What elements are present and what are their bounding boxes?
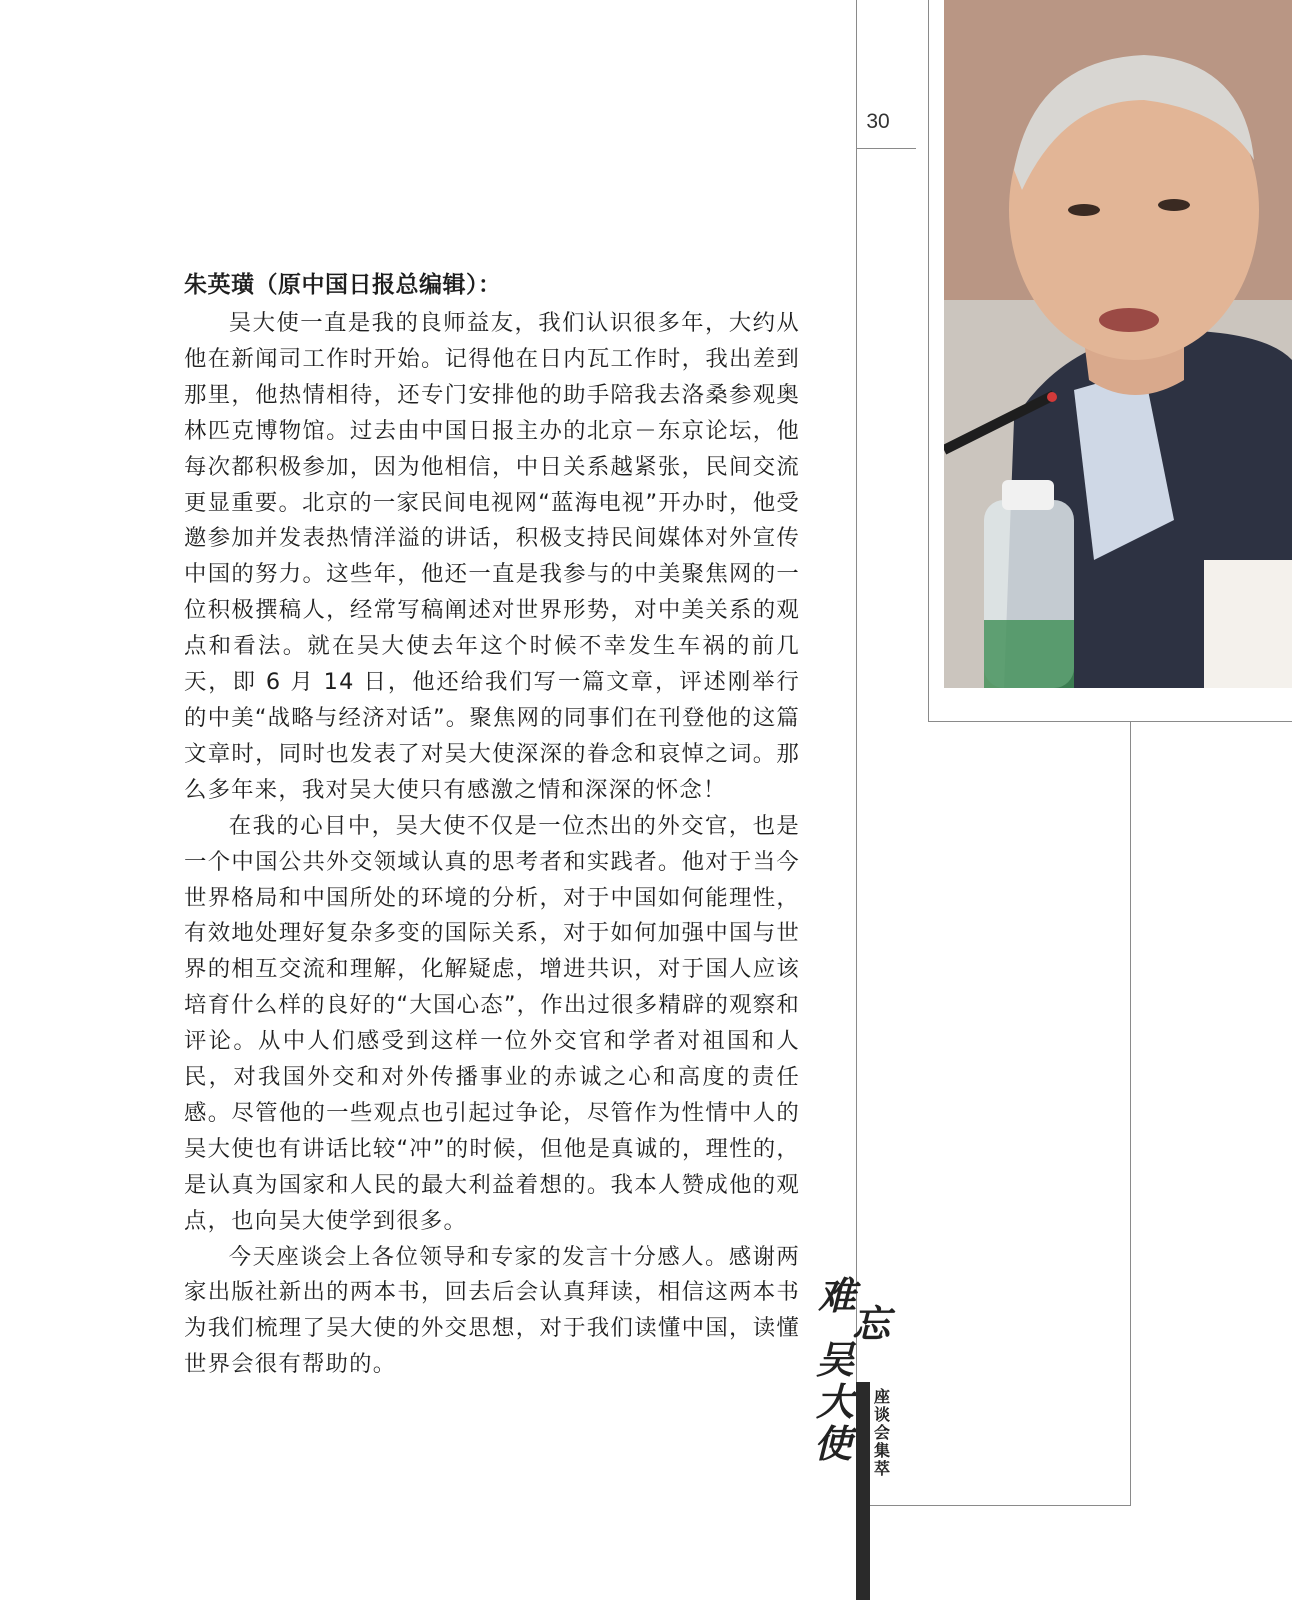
person-speaking-illustration	[944, 0, 1292, 688]
subtitle-bar	[856, 1382, 870, 1600]
article	[184, 268, 800, 1383]
article-paragraph-1: 吴大使一直是我的良师益友，我们认识很多年，大约从他在新闻司工作时开始。记得他在日内瓦工作时，我出差到那里，他热情相待，还专门安排他的助手陪我去洛桑参观奥林匹克博物馆。过去由中国日报主办的北京－东京论坛，他每次都积极参加，因为他相信，中日关系越紧张，民间交流更显重要。北京的一家民间电视网“蓝海电视”开办时，他受邀参加并发表热情洋溢的讲话，积极支持民间媒体对外宣传中国的努力。这些年，他还一直是我参与的中美聚焦网的一位积极撰稿人，经常写稿阐述对世界形势，对中美关系的观点和看法。就在吴大使去年这个时候不幸发生车祸的前几天，即 6 月 14 日，他还给我们写一篇文章，评述刚举行的中美“战略与经济对话”。聚焦网的同事们在刊登他的这篇文章时，同时也发表了对吴大使深深的眷念和哀悼之词。那么多年来，我对吴大使只有感激之情和深深的怀念！	[184, 310, 800, 803]
bottom-frame-rule	[870, 1505, 1131, 1506]
subtitle-char-5: 萃	[874, 1459, 891, 1478]
subtitle-char-3: 会	[874, 1423, 891, 1442]
photo-frame-bottom-rule	[928, 721, 1292, 722]
article-paragraph-2: 在我的心目中，吴大使不仅是一位杰出的外交官，也是一个中国公共外交领域认真的思考者和实践者。他对于当今世界格局和中国所处的环境的分析，对于中国如何能理性，有效地处理好复杂多变的国际关系，对于如何加强中国与世界的相互交流和理解，化解疑虑，增进共识，对于国人应该培育什么样的良好的“大国心态”，作出过很多精辟的观察和评论。从中人们感受到这样一位外交官和学者对祖国和人民，对我国外交和对外传播事业的赤诚之心和高度的责任感。尽管他的一些观点也引起过争论，尽管作为性情中人的吴大使也有讲话比较“冲”的时候，但他是真诚的，理性的，是认真为国家和人民的最大利益着想的。我本人赞成他的观点，也向吴大使学到很多。	[184, 812, 800, 1234]
book-title-char-3: 吴	[816, 1337, 855, 1382]
person-speaking-photo	[944, 0, 1292, 688]
book-title-char-5: 使	[814, 1421, 853, 1466]
page-number-underline	[856, 148, 916, 149]
book-title-char-1: 难	[818, 1273, 857, 1318]
article-paragraph-3: 今天座谈会上各位领导和专家的发言十分感人。感谢两家出版社新出的两本书，回去后会认真拜读，相信这两本书为我们梳理了吴大使的外交思想，对于我们读懂中国，读懂世界会很有帮助的。	[184, 1243, 800, 1378]
page-number: 30	[866, 110, 890, 133]
subtitle-char-4: 集	[874, 1441, 891, 1460]
right-frame-vertical-rule	[1130, 722, 1131, 1506]
subtitle-char-2: 谈	[874, 1405, 891, 1424]
subtitle-char-1: 座	[874, 1387, 891, 1406]
book-title-char-4: 大	[816, 1379, 855, 1424]
article-heading: 朱英璜（原中国日报总编辑）：	[184, 272, 502, 298]
book-title-char-2: 忘	[852, 1301, 891, 1346]
photo-frame-left-rule	[928, 0, 929, 722]
left-vertical-rule	[856, 0, 857, 1382]
